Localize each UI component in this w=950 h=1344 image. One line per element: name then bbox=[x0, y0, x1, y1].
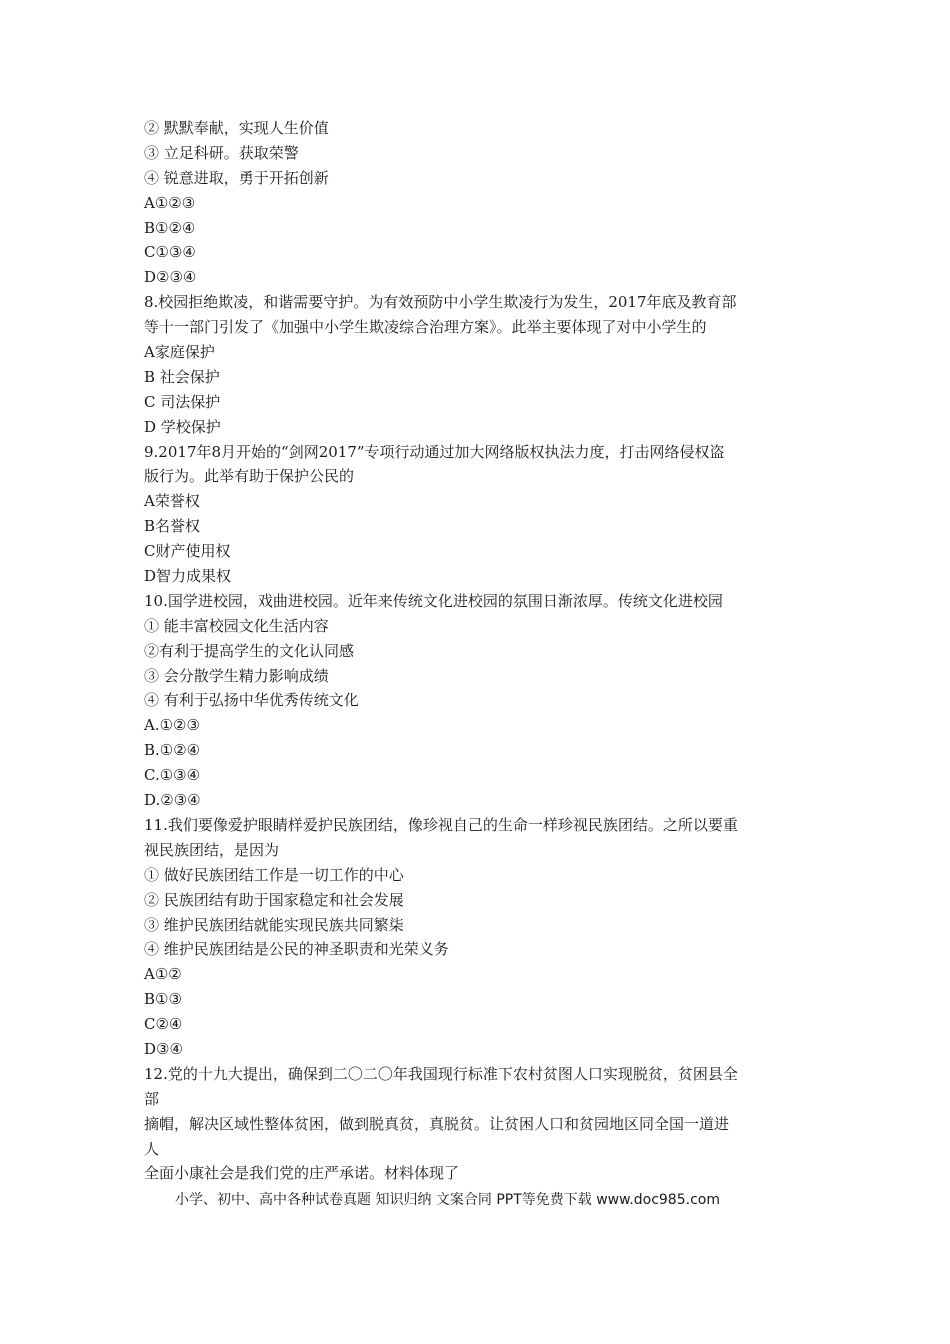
text-line: A①② bbox=[144, 965, 182, 984]
text-line: ③ 维护民族团结就能实现民族共同繁柒 bbox=[144, 915, 404, 934]
text-line: 9.2017年8月开始的“剑网2017”专项行动通过加大网络版权执法力度，打击网络侵权盗 bbox=[144, 442, 725, 461]
page-footer: 小学、初中、高中各种试卷真题 知识归纳 文案合同 PPT等免费下载 www.doc985.com bbox=[175, 1192, 720, 1208]
text-line: ③ 立足科研。获取荣警 bbox=[144, 143, 299, 162]
text-line: D③④ bbox=[144, 1039, 183, 1058]
text-line: B①②④ bbox=[144, 218, 196, 237]
text-line: 人 bbox=[144, 1139, 160, 1158]
text-line: ② 默默奉献，实现人生价值 bbox=[144, 119, 329, 137]
text-line: B.①②④ bbox=[144, 741, 201, 760]
text-line: ③ 会分散学生精力影响成绩 bbox=[144, 666, 329, 685]
document-body bbox=[144, 116, 814, 1186]
text-line: C②④ bbox=[144, 1015, 183, 1034]
text-line: 部 bbox=[144, 1089, 160, 1108]
text-line: C.①③④ bbox=[144, 766, 201, 785]
text-line: C财产使用权 bbox=[144, 542, 231, 561]
text-line: 等十一部门引发了《加强中小学生欺凌综合治理方案》。此举主要体现了对中小学生的 bbox=[144, 318, 707, 337]
text-line: 摘帽，解决区域性整体贫困，做到脱真贫，真脱贫。让贫困人口和贫园地区同全国一道进 bbox=[144, 1114, 730, 1133]
text-line: D 学校保护 bbox=[144, 417, 221, 436]
text-line: 11.我们要像爱护眼睛样爱护民族团结，像珍视自己的生命一样珍视民族团结。之所以要重 bbox=[144, 815, 738, 834]
text-line: 视民族团结，是因为 bbox=[144, 840, 280, 859]
text-line: D②③④ bbox=[144, 268, 197, 287]
text-line: ④ 有利于弘扬中华优秀传统文化 bbox=[144, 691, 359, 710]
text-line: ① 做好民族团结工作是一切工作的中心 bbox=[144, 865, 404, 884]
text-line: B 社会保护 bbox=[144, 367, 220, 386]
text-line: ④ 锐意进取，勇于开拓创新 bbox=[144, 168, 329, 187]
text-line: ② 民族团结有助于国家稳定和社会发展 bbox=[144, 890, 404, 909]
text-line: ① 能丰富校园文化生活内容 bbox=[144, 616, 329, 635]
text-line: D智力成果权 bbox=[144, 567, 232, 586]
text-line: 10.国学进校园，戏曲进校园。近年来传统文化进校园的氛围日渐浓厚。传统文化进校园 bbox=[144, 591, 723, 610]
text-line: C①③④ bbox=[144, 243, 196, 262]
text-line: A家庭保护 bbox=[144, 343, 215, 362]
text-line: ④ 维护民族团结是公民的神圣职责和光荣义务 bbox=[144, 940, 449, 959]
text-line: B①③ bbox=[144, 990, 182, 1009]
text-line: 全面小康社会是我们党的庄严承诺。材料体现了 bbox=[144, 1164, 460, 1183]
text-line: A荣誉权 bbox=[144, 492, 200, 511]
text-line: 版行为。此举有助于保护公民的 bbox=[144, 467, 355, 486]
text-line: 8.校园拒绝欺凌，和谐需要守护。为有效预防中小学生欺凌行为发生，2017年底及教育部 bbox=[144, 293, 737, 312]
text-line: B名誉权 bbox=[144, 517, 201, 536]
text-line: A①②③ bbox=[144, 193, 196, 212]
text-line: ②有利于提高学生的文化认同感 bbox=[144, 641, 355, 660]
text-line: D.②③④ bbox=[144, 791, 201, 810]
text-line: C 司法保护 bbox=[144, 392, 221, 411]
text-line: 12.党的十九大提出，确保到二〇二〇年我国现行标准下农村贫图人口实现脱贫，贫困县全 bbox=[144, 1064, 738, 1083]
text-line: A.①②③ bbox=[144, 716, 200, 735]
